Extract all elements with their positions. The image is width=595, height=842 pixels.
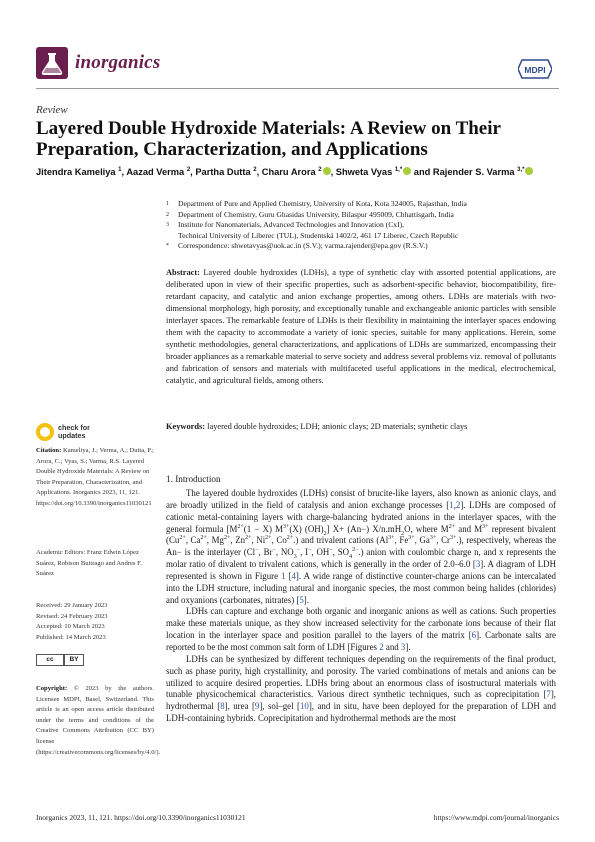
check-updates-label: updates — [58, 431, 86, 440]
author-affiliation-mark: 2 — [253, 167, 257, 173]
correspondence-text: Correspondence: shwetavyas@uok.ac.in (S.V.); varma.rajender@epa.gov (R.S.V.) — [178, 241, 428, 251]
journal-logo-icon — [36, 47, 68, 79]
affiliation-text: Institute for Nanomaterials, Advanced Technologies and Innovation (CxI), — [178, 220, 405, 230]
check-updates-label: check for — [58, 423, 90, 432]
affiliations: 1 Department of Pure and Applied Chemistry, University of Kota, Kota 324005, Rajasthan, India 2 Department of Chemistry, Guru Ghasidas University, Bilaspur 495009, Chhattisgarh, India 3 Institute for Nanomaterials, Advanced Technologies and Innovation (CxI), Technical University of Liberec (TUL), Studentská 1402/2, 461 17 Liberec, Czech Republic * Correspondence: shwetavyas@uok.ac.in (S.V.); varma.rajender@epa.gov (R.S.V.) — [166, 199, 467, 251]
body-paragraph: LDHs can capture and exchange both organic and inorganic anions as well as cations. Such properties make these materials unique, as they show increased selectivity for the carbonate ions because of their flat location in the interlayer space and position parallel to the layers of the matrix [6]. Carbonate salts are reported to be the most common salt form of LDH [Figures 2 and 3]. — [166, 606, 556, 652]
abstract — [166, 267, 556, 387]
affiliation-text: Department of Chemistry, Guru Ghasidas University, Bilaspur 495009, Chhattisgarh, India — [178, 209, 454, 219]
affiliation-text: Technical University of Liberec (TUL), Studentská 1402/2, 461 17 Liberec, Czech Republic — [178, 230, 459, 240]
journal-name: inorganics — [75, 52, 161, 73]
mdpi-logo-icon — [518, 58, 552, 80]
author-name[interactable]: Shweta Vyas — [335, 167, 393, 178]
orcid-icon[interactable] — [525, 167, 533, 175]
cc-license-icon[interactable]: cc — [36, 654, 64, 666]
author-affiliation-mark: 1 — [118, 167, 122, 173]
body-paragraph: LDHs can be synthesized by different techniques depending on the requirements of the final product, such as phase purity, high crystallinity, and porosity. The varied combinations of metals and anions can be utilized to acquire desired properties. LDHs bring about an enormous class of isostructural materials with tunable physicochemical characteristics. Various direct synthetic techniques, such as coprecipitation [7], hydrothermal [8], urea [9], sol–gel [10], and in situ, have been deployed for the preparation of LDH and LDH-containing hybrids. Coprecipitation and hydrothermal methods are the most — [166, 653, 556, 724]
citation-text: Kameliya, J.; Verma, A.; Dutta, P.; Arora, C.; Vyas, S.; Varma, R.S. Layered Double Hydroxide Materials: A Review on Their Preparation, Characterization, and Applications. Inorganics 2023, 11, 121. https://doi.org/10.3390/inorganics11030121 — [36, 447, 154, 507]
author-name[interactable]: Aazad Verma — [126, 167, 185, 178]
abstract-text: Layered double hydroxides (LDHs), a type of synthetic clay with assorted potential applications, are deliberated upon in view of their specific properties, such as adsorbent-specific behavior, biocompatibility, fire-retardant capacity, and catalytic and anion exchange properties, among others. LDHs are materials with two-dimensional morphology, high porosity, and exceptionally tunable and exchangeable anionic particles with sensible interlayer spaces. The remarkable feature of LDHs is their flexibility in maintaining the interlayer spaces endowing them with the capacity to accommodate a variety of ionic species, suitable for many applications. Herein, some synthetic methodologies, general characterizations, and applications of LDHs are summarized, encompassing their broader appliances as a remarkable material to serve society and address several problems viz. removal of pollutants and fabrication of sensors and materials with multifaceted useful applications in the medical, electrochemical, catalytic, and agricultural fields, among others. — [166, 268, 557, 385]
author-affiliation-mark: 3,* — [517, 167, 525, 173]
citation-block — [36, 446, 154, 510]
check-for-updates-button[interactable] — [36, 423, 116, 443]
author-affiliation-mark: 2 — [318, 167, 322, 173]
cc-by-icon[interactable]: BY — [64, 654, 84, 666]
author-name[interactable]: Jitendra Kameliya — [36, 167, 116, 178]
date-received: Received: 29 January 2023 — [36, 602, 108, 609]
article-type: Review — [36, 104, 68, 116]
footer-journal-link[interactable]: https://www.mdpi.com/journal/inorganics — [433, 813, 559, 822]
author-name[interactable]: Rajender S. Varma — [432, 167, 515, 178]
header-divider — [36, 88, 559, 89]
date-accepted: Accepted: 10 March 2023 — [36, 623, 105, 631]
author-affiliation-mark: 1,* — [394, 167, 403, 173]
copyright-label: Copyright: — [36, 685, 68, 692]
affiliation-text: Department of Pure and Applied Chemistry, University of Kota, Kota 324005, Rajasthan, India — [178, 199, 467, 208]
author-affiliation-mark: 2 — [186, 167, 191, 173]
mdpi-logo-text: MDPI — [524, 65, 546, 75]
academic-editors — [36, 548, 154, 580]
author-name[interactable]: Partha Dutta — [195, 167, 251, 178]
body-text — [166, 488, 556, 725]
editors-text: Franz Edwin López Suárez, Robison Buitrago and Andres F. Suárez — [36, 549, 142, 578]
keywords-text: layered double hydroxides; LDH; anionic clays; 2D materials; synthetic clays — [207, 422, 468, 431]
author-list: Jitendra Kameliya $^1$, Aazad Verma $^2$, Partha Dutta $^2$, Charu Arora $^2$ , Shweta Vyas $^{1,*}$ and Rajender S. Varma $^{3,*}$ — [36, 167, 576, 177]
keywords — [166, 421, 556, 433]
section-heading: 1. Introduction — [166, 474, 221, 484]
date-revised: Revised: 24 February 2023 — [36, 612, 108, 620]
author-name[interactable]: Charu Arora — [261, 167, 316, 178]
copyright-block — [36, 684, 161, 758]
keywords-label: Keywords: — [166, 422, 206, 431]
orcid-icon[interactable] — [323, 167, 331, 175]
editors-label: Academic Editors: — [36, 549, 86, 556]
article-title: Layered Double Hydroxide Materials: A Review on Their Preparation, Characterization, and Applications — [36, 118, 501, 160]
date-published: Published: 14 March 2023 — [36, 633, 106, 641]
copyright-text: © 2023 by the authors. Licensee MDPI, Basel, Switzerland. This article is an open access article distributed under the terms and conditions of the Creative Commons Attribution (CC BY) license (https://creativecommons.org/licenses/by/4.0/). — [36, 685, 161, 756]
orcid-icon[interactable] — [403, 167, 411, 175]
publication-dates — [36, 601, 154, 643]
footer-citation: Inorganics 2023, 11, 121. https://doi.org/10.3390/inorganics11030121 — [36, 813, 246, 822]
abstract-label: Abstract: — [166, 268, 200, 277]
body-paragraph: The layered double hydroxides (LDHs) consist of brucite-like layers, also known as anionic clays, and are broadly utilized in the field of catalysis and anion exchange processes [1,2]. LDHs are composed of cationic metal-containing layers with charge-balancing hydrated anions in the interlayer spaces, with the general formula [$M^{2+}(1 - X)$ $M^{3+}(X)$ $(OH)_2$] X+ (An−) $X/n.mH_2O$, where $M^{2+}$ and $M^{3+}$ represent bivalent ($Cu^{2+}$, $Ca^{2+}$, $Mg^{2+}$, $Zn^{2+}$, $Ni^{2+}$, $Co^{2+}$.) and trivalent cations ($Al^{3+}$, $Fe^{3+}$, $Ga^{3+}$, $Cr^{3+}$.), respectively, whereas the An− is the interlayer (Cl−, Br−, $NO_3^-$, I−, OH−, $SO_4^{2-}$.) anion with coulombic charge n, and x represents the molar ratio of divalent to trivalent cations, which is generally in the order of 2.0–6.0 [3]. A diagram of LDH represented is shown in Figure 1 [4]. A wide range of distinctive counter-charge anions can be intercalated into the LDH structure, including natural and inorganic species, the most common being halides (chlorides) and oxyanions (carbonates, nitrates) [5]. — [166, 488, 557, 605]
citation-label: Citation: — [36, 447, 62, 454]
